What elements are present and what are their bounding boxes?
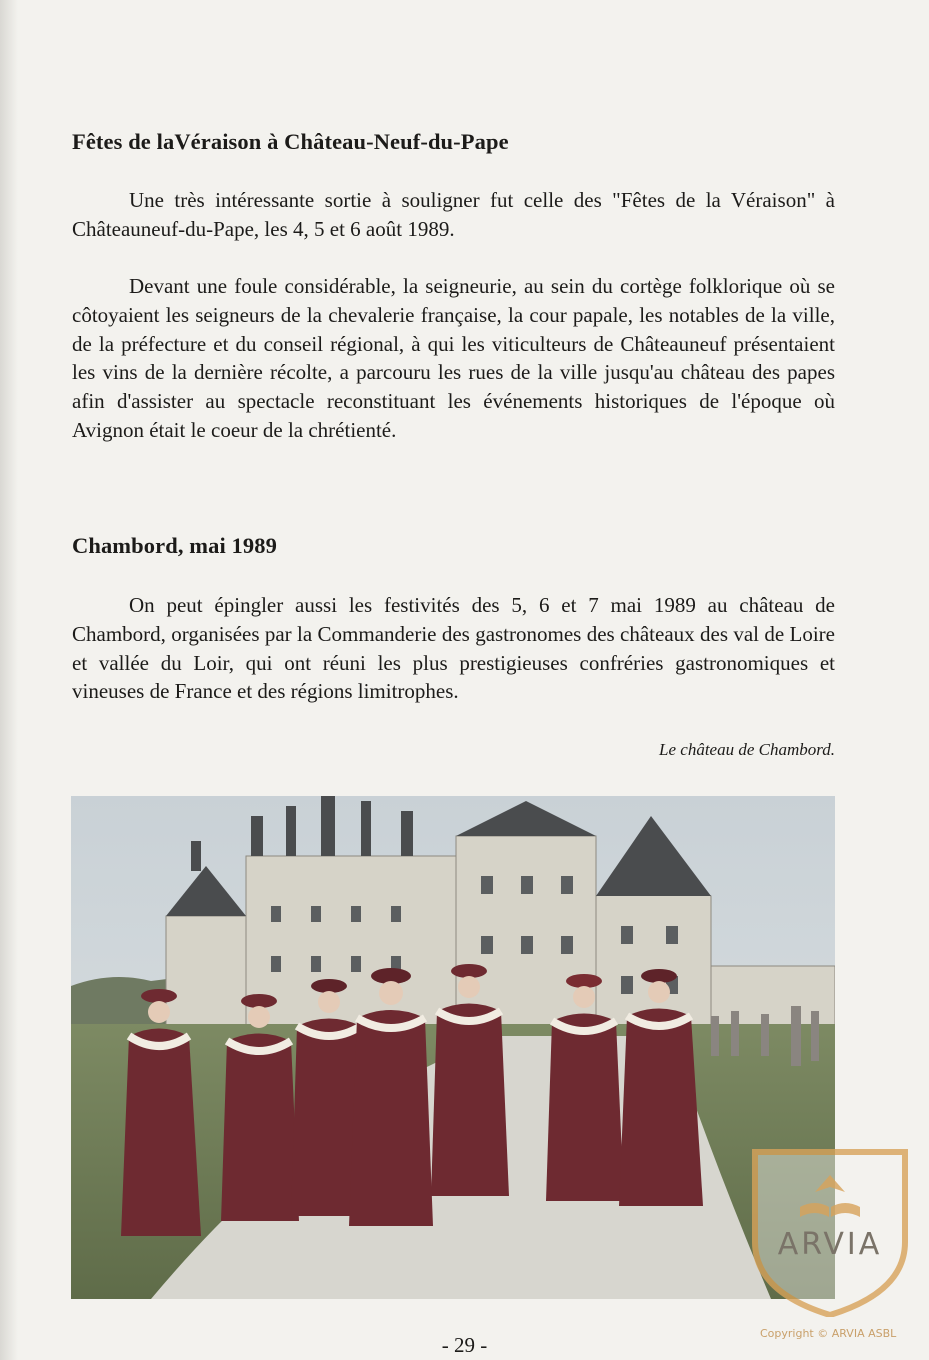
paragraph-veraison-intro: Une très intéressante sortie à souligner fut celle des "Fêtes de la Véraison" à Châteauneuf-du-Pape, les 4, 5 et 6 août 1989.	[72, 188, 835, 241]
copyright-notice: Copyright © ARVIA ASBL	[760, 1327, 897, 1340]
chambord-photo	[71, 796, 835, 1299]
page-edge-shadow	[0, 0, 18, 1360]
watermark-text: ARVIA	[777, 1227, 883, 1262]
section-heading-chambord: Chambord, mai 1989	[72, 533, 277, 558]
paragraph-chambord: On peut épingler aussi les festivités des 5, 6 et 7 mai 1989 au château de Chambord, organisées par la Commanderie des gastronomes des châteaux des val de Loire et vallée du Loir, qui ont réuni les plus prestigieuses confréries gastronomiques et vineuses de France et des régions limitrophes.	[72, 593, 835, 704]
arvia-watermark	[745, 1137, 915, 1317]
section-heading-veraison: Fêtes de laVéraison à Château-Neuf-du-Pape	[72, 129, 509, 154]
paragraph-veraison-cortege: Devant une foule considérable, la seigneurie, au sein du cortège folklorique où se côtoyaient les seigneurs de la chevalerie française, la cour papale, les notables de la ville, de la préfecture et du conseil régional, à qui les viticulteurs de Châteauneuf présentaient les vins de la dernière récolte, a parcouru les rues de la ville jusqu'au château des papes afin d'assister au spectacle reconstituant les événements historiques de l'époque où Avignon était le coeur de la chrétienté.	[72, 274, 835, 442]
photo-caption: Le château de Chambord.	[659, 740, 835, 759]
page-number: - 29 -	[441, 1333, 488, 1357]
